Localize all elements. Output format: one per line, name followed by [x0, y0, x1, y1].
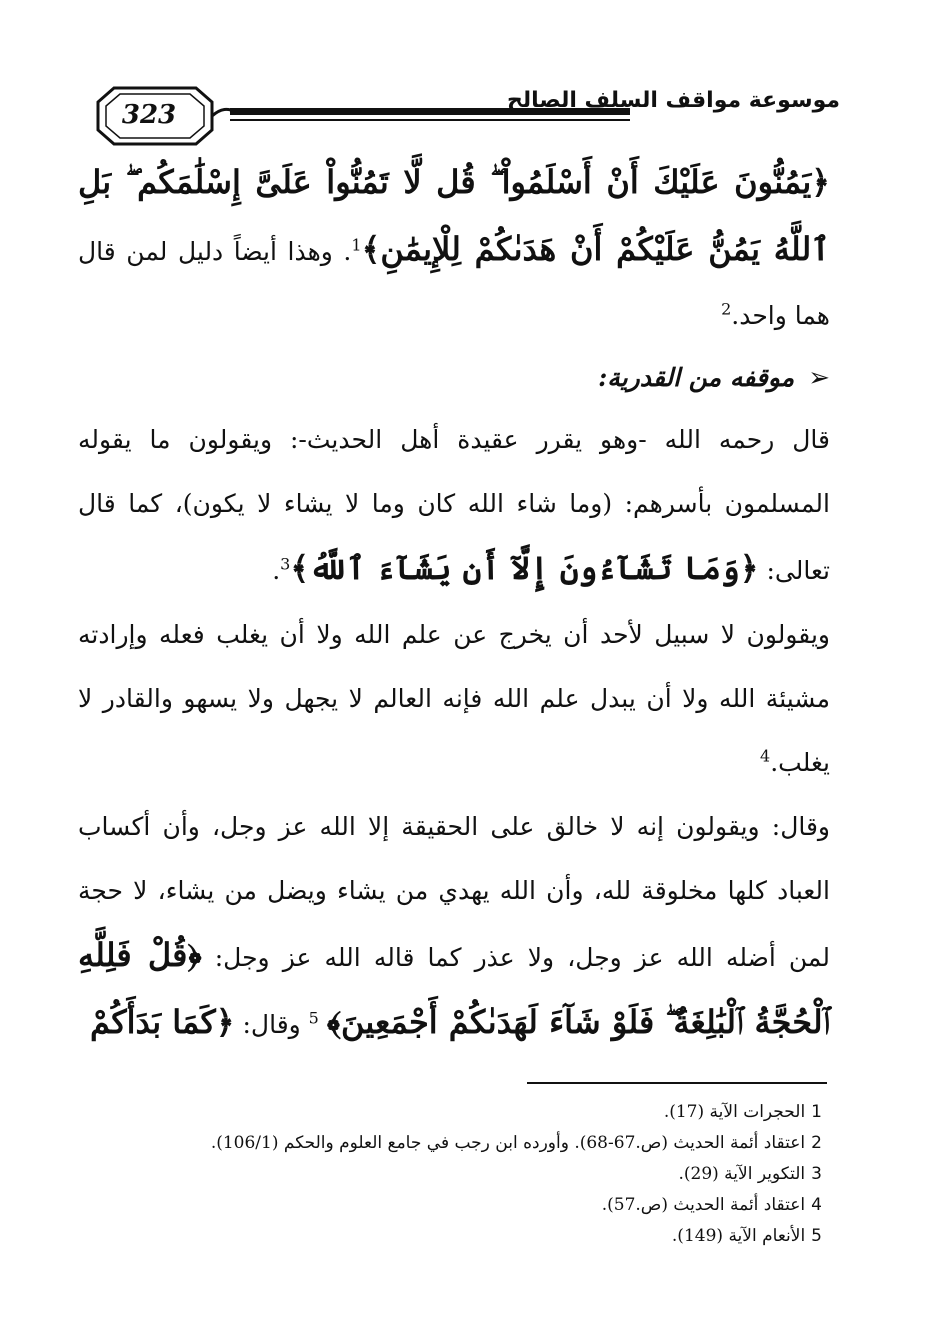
footnote-ref-4: 4	[760, 746, 771, 766]
quran-verse: ﴿يَمُنُّونَ عَلَيْكَ أَنْ أَسْلَمُواْ ۖ قُل لَّا تَمُنُّواْ عَلَىَّ إِسْلَٰمَكُم ۖ بَلِ ٱللَّهُ يَمُنُّ عَلَيْكُمْ أَنْ هَدَىٰكُمْ لِلْإِيمَٰنِ﴾	[78, 163, 830, 268]
header-rule-thin	[230, 119, 630, 121]
footnote-number: 5	[811, 1226, 822, 1246]
quran-verse: ﴿كَمَا بَدَأَكُمْ	[90, 1003, 235, 1041]
paragraph-2	[78, 408, 830, 603]
paragraph-1	[78, 150, 830, 348]
quran-verse: ﴿قُلْ فَلِلَّهِ ٱلْحُجَّةُ ٱلْبَٰلِغَةُ ۖ فَلَوْ شَآءَ لَهَدَىٰكُمْ أَجْمَعِينَ﴾	[78, 936, 830, 1041]
footnotes	[160, 1097, 822, 1252]
footnote	[160, 1128, 822, 1159]
section-heading-text: موقفه من القدرية:	[598, 363, 795, 392]
footnote-ref-5: 5	[308, 1008, 319, 1028]
footnote-separator	[527, 1082, 827, 1084]
footnote-number: 3	[811, 1164, 822, 1184]
quran-verse: ﴿وَمَا تَشَآءُونَ إِلَّآ أَن يَشَآءَ ٱللَّهُ﴾	[290, 549, 759, 587]
paragraph-4-after: وقال:	[242, 1010, 301, 1039]
footnote-text: اعتقاد أئمة الحديث (ص.57).	[601, 1195, 806, 1215]
footnote-ref-1: 1	[351, 235, 362, 255]
footnote	[160, 1097, 822, 1128]
body-text	[78, 150, 830, 1057]
series-title: موسوعة مواقف السلف الصالح	[507, 88, 840, 113]
paragraph-3	[78, 603, 830, 795]
footnote-number: 2	[811, 1133, 822, 1153]
footnote-text: الأنعام الآية (149).	[671, 1226, 806, 1246]
footnote	[160, 1221, 822, 1252]
footnote-text: اعتقاد أئمة الحديث (ص.67-68). وأورده ابن رجب في جامع العلوم والحكم (106/1).	[210, 1133, 806, 1153]
footnote-ref-2: 2	[721, 299, 732, 319]
footnote	[160, 1190, 822, 1221]
footnote-number: 4	[811, 1195, 822, 1215]
page-number: 323	[121, 100, 177, 130]
page-header	[80, 84, 840, 148]
footnote-text: الحجرات الآية (17).	[663, 1102, 806, 1122]
paragraph-2-end: .	[272, 556, 281, 585]
footnote-text: التكوير الآية (29).	[678, 1164, 806, 1184]
footnote	[160, 1159, 822, 1190]
footnote-number: 1	[811, 1102, 822, 1122]
paragraph-2-text: قال رحمه الله -وهو يقرر عقيدة أهل الحديث-: ويقولون ما يقوله المسلمون بأسرهم: (وما شاء الله كان وما لا يشاء لا يكون)، كما قال تعالى:	[78, 425, 830, 585]
arrow-bullet-icon: ➢	[808, 363, 830, 393]
paragraph-3-text: ويقولون لا سبيل لأحد أن يخرج عن علم الله ولا أن يغلب فعله وإرادته مشيئة الله ولا أن يبدل علم الله فإنه العالم لا يجهل ولا يسهو والقادر لا يغلب.	[78, 620, 830, 777]
paragraph-4	[78, 795, 830, 1057]
paragraph-4-text: وقال: ويقولون إنه لا خالق على الحقيقة إلا الله عز وجل، وأن أكساب العباد كلها مخلوقة لله، وأن الله يهدي من يشاء ويضل من يشاء، لا حجة لمن أضله الله عز وجل، ولا عذر كما قاله الله عز وجل:	[78, 812, 830, 972]
paragraph-1-text: . وهذا أيضاً دليل لمن قال هما واحد.	[78, 237, 830, 330]
section-heading	[78, 348, 830, 408]
footnote-ref-3: 3	[280, 554, 291, 574]
